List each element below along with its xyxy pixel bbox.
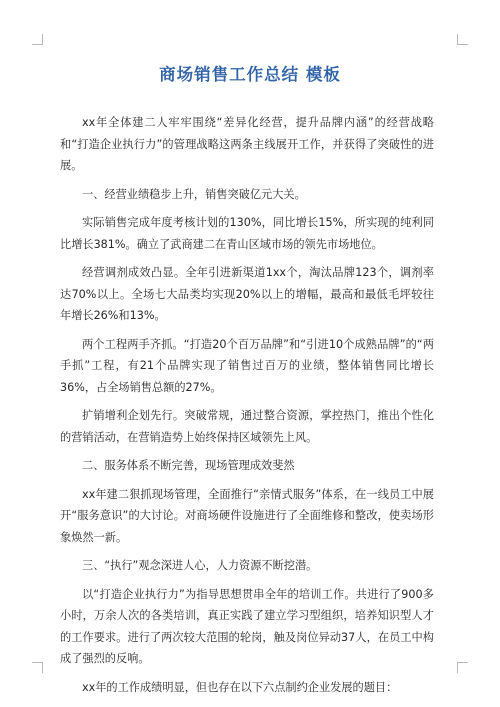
document-body — [60, 112, 434, 705]
paragraph: xx年的工作成绩明显，但也存在以下六点制约企业发展的题目： — [82, 680, 398, 694]
paragraph: xx年建二狠抓现场管理，全面推行“亲情式服务”体系，在一线员工中展开“服务意识”的大讨论。对商场硬件设施进行了全面维修和整改，使卖场形象焕然一新。 — [60, 487, 434, 544]
section-heading-3: 三、“执行”观念深进人心，人力资源不断挖潜。 — [82, 559, 318, 572]
paragraph: 经营调剂成效凸显。全年引进新渠道1xx个，淘汰品牌123个，调剂率达70%以上。全场七大品类均实现20%以上的增幅，最高和最低毛坪较往年增长26%和13%。 — [60, 266, 434, 322]
paragraph-intro: xx年全体建二人牢牢围绕“差异化经营，提升品牌内涵”的经营战略和“打造企业执行力”的管理战略这两条主线展开工作，并获得了突破性的进展。 — [60, 116, 434, 172]
document-title: 商场销售工作总结 模板 — [159, 65, 341, 84]
paragraph: 扩销增利企划先行。突破常规，通过整合资源，掌控热门，推出个性化的营销活动，在营销造势上始终保持区域领先上风。 — [60, 409, 434, 444]
crop-mark-bottom-right — [457, 662, 468, 673]
paragraph: 两个工程两手齐抓。“打造20个百万品牌”和“引进10个成熟品牌”的“两手抓”工程，有21个品牌实现了销售过百万的业绩，整体销售同比增长36%，占全场销售总额的27%。 — [60, 337, 434, 394]
paragraph: 以“打造企业执行力”为指导思想贯串全年的培训工作。共进行了900多小时，万余人次的各类培训，真正实践了建立学习型组织，培养知识型人才的工作要求。进行了两次较大范围的轮岗，触及岗位异动37人，在员工中构成了强烈的反响。 — [60, 587, 434, 665]
section-heading-2: 二、服务体系不断完善，现场管理成效斐然 — [82, 459, 295, 472]
paragraph: 实际销售完成年度考核计划的130%，同比增长15%，所实现的纯利同比增长381%。确立了武商建二在青山区域市场的领先市场地位。 — [60, 216, 434, 251]
crop-mark-top-left — [32, 34, 43, 45]
crop-mark-top-right — [457, 34, 468, 45]
crop-mark-bottom-left — [32, 662, 43, 673]
section-heading-1: 一、经营业绩稳步上升，销售突破亿元大关。 — [82, 187, 306, 201]
